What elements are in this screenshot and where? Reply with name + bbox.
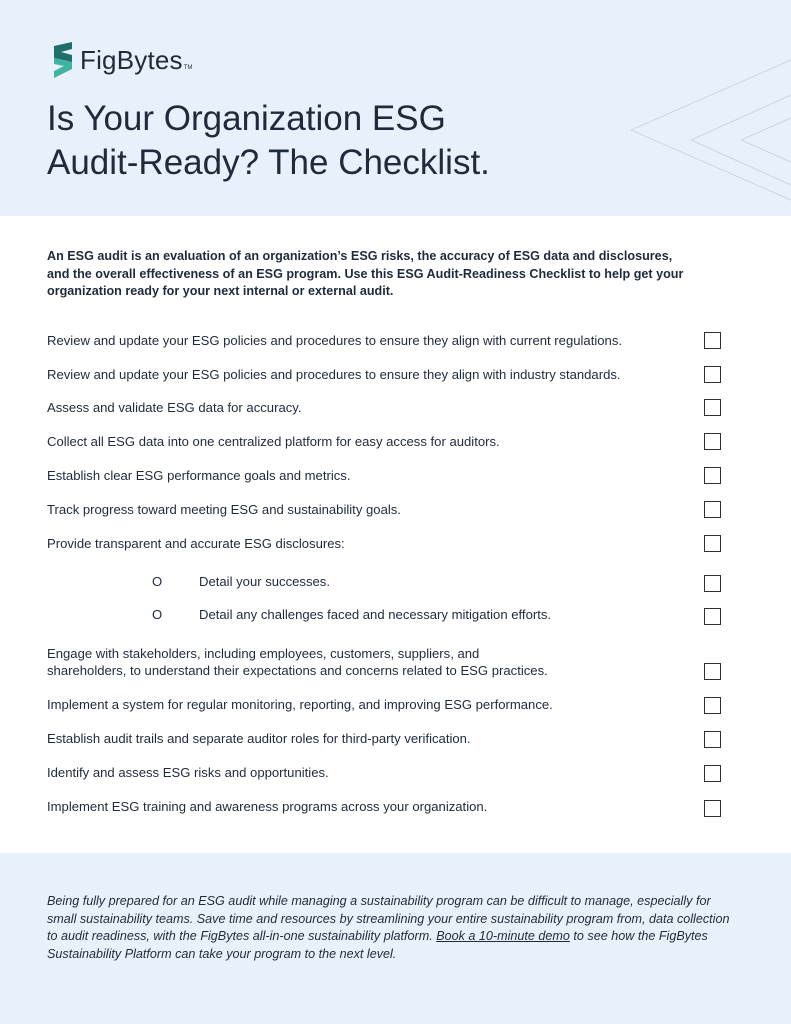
checklist-checkbox[interactable] [704, 467, 721, 484]
checklist-item-text: Provide transparent and accurate ESG disclosures: [47, 536, 345, 551]
book-demo-link[interactable]: Book a 10-minute demo [436, 929, 570, 944]
checklist-item-text: Establish audit trails and separate auditor roles for third-party verification. [47, 731, 471, 746]
footer-text: Being fully prepared for an ESG audit while managing a sustainability program can be difficult to manage, especially for small sustainability teams. Save time and resources by streamlining your entire sustainability program from, data collection to audit readiness, with the FigBytes all-in-one sustainability platform. [47, 894, 730, 944]
checklist-item-text: Implement ESG training and awareness programs across your organization. [47, 799, 488, 814]
sub-item-bullet: O [152, 607, 163, 622]
header-banner [0, 0, 791, 216]
checklist-subitem-text: Detail your successes. [199, 574, 330, 589]
checklist-checkbox[interactable] [704, 332, 721, 349]
checklist-item-text-line-1: Engage with stakeholders, including employees, customers, suppliers, and [47, 646, 480, 661]
checklist-item-text: Identify and assess ESG risks and opportunities. [47, 765, 329, 780]
checklist-item-text: Review and update your ESG policies and procedures to ensure they align with industry standards. [47, 367, 621, 382]
checklist-subitem-text: Detail any challenges faced and necessary mitigation efforts. [199, 607, 552, 622]
intro-paragraph: An ESG audit is an evaluation of an organization’s ESG risks, the accuracy of ESG data and disclosures, and the overall effectiveness of an ESG program. Use this ESG Audit-Readiness Checklist to help get your organization ready for your next internal or external audit. [47, 249, 684, 298]
checklist-checkbox[interactable] [704, 765, 721, 782]
checklist-checkbox[interactable] [704, 731, 721, 748]
checklist-checkbox[interactable] [704, 800, 721, 817]
page-title [47, 97, 607, 185]
logo-wordmark: FigBytes [80, 44, 183, 75]
footer-banner [0, 853, 791, 1024]
checklist-item-text: Implement a system for regular monitoring, reporting, and improving ESG performance. [47, 697, 553, 712]
footer-paragraph [47, 893, 737, 963]
sub-item-bullet: O [152, 574, 163, 589]
checklist-item-text: Review and update your ESG policies and procedures to ensure they align with current regulations. [47, 333, 622, 348]
checklist-checkbox[interactable] [704, 366, 721, 383]
checklist-checkbox[interactable] [704, 399, 721, 416]
logo-trademark: TM [183, 65, 193, 71]
checklist-checkbox[interactable] [704, 575, 721, 592]
decorative-lines [591, 0, 791, 216]
title-line-1: Is Your Organization ESG [47, 99, 446, 138]
checklist-item-text: Assess and validate ESG data for accuracy. [47, 400, 302, 415]
checklist-checkbox[interactable] [704, 501, 721, 518]
figbytes-logo[interactable] [52, 42, 192, 78]
checklist-checkbox[interactable] [704, 608, 721, 625]
checklist-checkbox[interactable] [704, 433, 721, 450]
footer-text-after: to see how the FigBytes Sustainability Platform can take your program to the next level. [47, 929, 708, 961]
checklist-item-text: Collect all ESG data into one centralized platform for easy access for auditors. [47, 434, 500, 449]
figbytes-logo-icon [52, 42, 74, 78]
title-line-2: Audit-Ready? The Checklist. [47, 143, 490, 182]
checklist-checkbox[interactable] [704, 535, 721, 552]
checklist-item-text: Track progress toward meeting ESG and sustainability goals. [47, 502, 401, 517]
checklist-item-text: Establish clear ESG performance goals and metrics. [47, 468, 351, 483]
checklist-checkbox[interactable] [704, 663, 721, 680]
checklist-item-text-line-2: shareholders, to understand their expectations and concerns related to ESG practices. [47, 663, 548, 678]
checklist-checkbox[interactable] [704, 697, 721, 714]
